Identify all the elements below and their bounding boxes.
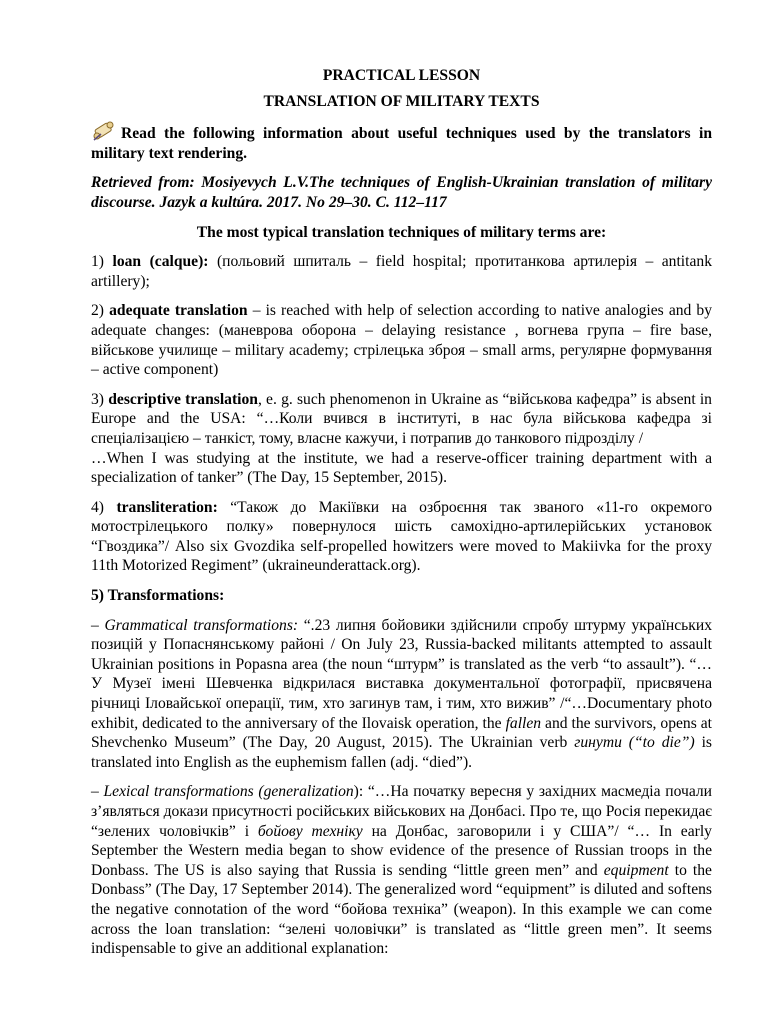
grammatical-label: Grammatical transformations: <box>104 616 299 634</box>
item-term: loan (calque): <box>112 253 209 271</box>
page-title: PRACTICAL LESSON <box>322 67 481 84</box>
item-text: , e. g. such phenomenon in Ukraine as “військова кафедра” is absent in Europe and the USA: “…Коли вчився в інституті, в нас була військова кафедра зі спеціалізацією – танкіст, тому, власне кажучи, і потрапив до танкового підрозділу / <box>91 390 712 447</box>
citation: Retrieved from: Mosiyevych L.V.The techniques of English-Ukrainian translation of military discourse. Jazyk a kultúra. 2017. No 29–30. C. 112–117 <box>91 174 712 211</box>
item-term: descriptive translation <box>108 390 258 408</box>
document-page <box>91 66 712 969</box>
item-text: (польовий шпиталь – field hospital; протитанкова артилерія – antitank artillery); <box>91 253 712 290</box>
item-number: 4) <box>91 498 104 516</box>
ukrainian-verb: гинути (“to die”) <box>574 734 695 752</box>
item-number: 2) <box>91 302 104 320</box>
fallen-word: fallen <box>505 714 542 732</box>
intro-paragraph <box>91 120 712 163</box>
item-text-continued: …When I was studying at the institute, we had a reserve-officer training department with a specialization of tanker” (The Day, 15 September, 2015). <box>91 449 712 487</box>
lexical-text-1: ): “…На початку вересня у західних масмедіа почали з’являться докази присутності російських військових на Донбасі. Про те, що Росія перекидає “зелених чоловічків” і <box>91 783 713 840</box>
ukrainian-phrase: бойову техніку <box>257 822 363 840</box>
list-item <box>91 301 712 379</box>
dash: – <box>91 616 105 634</box>
lexical-paragraph <box>91 782 712 958</box>
item-term: transliteration: <box>116 498 218 516</box>
lexical-text-3: to the Donbass” (The Day, 17 September 2014). The generalized word “equipment” is diluted and softens the negative connotation of the word “бойова техніка” (weapon). In this example we can come across the loan translation: “зелені чоловічки” is translated as “little green men”. It seems indispensable to give an additional explanation: <box>91 861 712 958</box>
list-item <box>91 252 712 291</box>
list-item <box>91 498 712 576</box>
item-number: 3) <box>91 390 104 408</box>
lexical-label: Lexical transformations (generalization <box>103 783 354 801</box>
item-term: adequate translation <box>109 302 248 320</box>
intro-text: Read the following information about useful techniques used by the translators in military text rendering. <box>91 125 712 162</box>
section-heading: The most typical translation techniques of military terms are: <box>196 223 607 241</box>
item-number: 1) <box>91 253 104 271</box>
page-subtitle: TRANSLATION OF MILITARY TEXTS <box>263 92 540 110</box>
transformations-heading: 5) Transformations: <box>91 587 225 605</box>
grammatical-paragraph <box>91 616 712 773</box>
scroll-icon <box>91 120 117 142</box>
item-text: – is reached with help of selection according to native analogies and by adequate changes: (маневрова оборона – delaying resistance , вогнева група – fire base, військове училище – military academy; стрілецька зброя – small arms, регулярне формування – active component) <box>91 302 713 379</box>
grammatical-text-1: “.23 липня бойовики здійснили спробу штурму українських позицій у Попаснянському районі / On July 23, Russia-backed militants attempted to assault Ukrainian positions in Popasna area (the noun “штурм” is translated as the verb “to assault”). “…У Музеї імені Шевченка відкрилася виставка документальної фотографії, присвячена річниці Іловайської операції, тим, хто загинув там, і тим, хто вижив” /“…Documentary photo exhibit, dedicated to the anniversary of the Ilovaisk operation, the <box>91 616 712 732</box>
dash: – <box>91 783 104 801</box>
grammatical-text-2: and the survivors, opens at Shevchenko Museum” (The Day, 20 August, 2015). The Ukrainian verb <box>91 714 713 752</box>
grammatical-text-3: is translated into English as the euphemism fallen (adj. “died”). <box>91 734 712 771</box>
item-text: “Також до Макіївки на озброєння так званого «11-го окремого мотострілецького полку» повернулося шість самохідно-артилерійських установок “Гвоздика”/ Also six Gvozdika self-propelled howitzers were moved to Makiivka for the proxy 11th Motorized Regiment” (ukraineunderattack.org). <box>91 498 712 575</box>
list-item <box>91 390 712 488</box>
equipment-word: equipment <box>603 861 669 879</box>
lexical-text-2: на Донбас, заговорили і у США”/ “… In early September the Western media began to show evidence of the presence of Russian troops in the Donbass. The US is also saying that Russia is sending “little green men” and <box>91 822 712 879</box>
